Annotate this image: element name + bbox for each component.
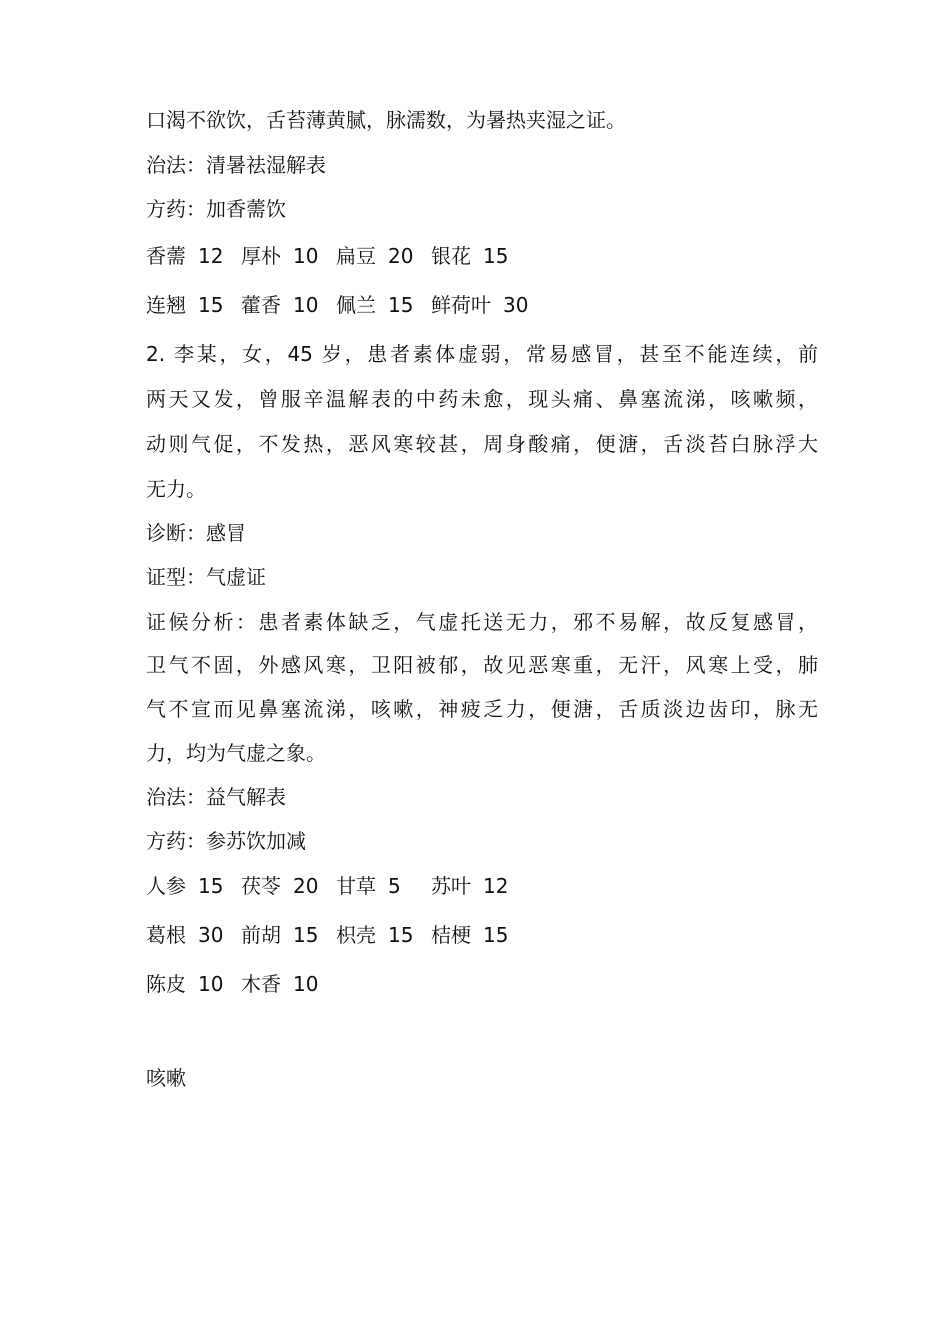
- herb-item: 连翘 15: [146, 293, 224, 317]
- case2-analysis-line: 力，均为气虚之象。: [146, 741, 326, 765]
- herb-item: 前胡 15: [241, 923, 319, 947]
- herb-item: 人参 15: [146, 874, 224, 898]
- case2-analysis-line: 气不宣而见鼻塞流涕，咳嗽，神疲乏力，便溏，舌质淡边齿印，脉无: [146, 697, 818, 721]
- case2-intro-line: 无力。: [146, 477, 206, 501]
- herb-item: 佩兰 15: [336, 293, 414, 317]
- case1-prescription: 方药：加香薷饮: [146, 197, 286, 221]
- case1-herb-row-2: [146, 291, 529, 319]
- herb-item: 枳壳 15: [336, 923, 414, 947]
- case2-herb-row-3: [146, 970, 336, 998]
- case2-analysis-line: 证候分析：患者素体缺乏，气虚托送无力，邪不易解，故反复感冒，: [146, 610, 818, 634]
- case1-herb-row-1: [146, 242, 526, 270]
- herb-item: 桔梗 15: [431, 923, 509, 947]
- herb-item: 扁豆 20: [336, 244, 414, 268]
- herb-item: 鲜荷叶 30: [431, 293, 529, 317]
- section-heading-cough: 咳嗽: [146, 1066, 186, 1090]
- case2-prescription: 方药：参苏饮加减: [146, 829, 306, 853]
- herb-item: 藿香 10: [241, 293, 319, 317]
- case1-summary: 口渴不欲饮，舌苔薄黄腻，脉濡数，为暑热夹湿之证。: [146, 108, 626, 132]
- case2-analysis-line: 卫气不固，外感风寒，卫阳被郁，故见恶寒重，无汗，风寒上受，肺: [146, 653, 818, 677]
- case2-herb-row-1: [146, 872, 526, 900]
- herb-item: 苏叶 12: [431, 874, 509, 898]
- case2-treatment: 治法：益气解表: [146, 785, 286, 809]
- case2-syndrome: 证型：气虚证: [146, 565, 266, 589]
- herb-item: 木香 10: [241, 972, 319, 996]
- case2-herb-row-2: [146, 921, 526, 949]
- herb-item: 甘草 5: [336, 874, 401, 898]
- case1-treatment: 治法：清暑祛湿解表: [146, 153, 326, 177]
- herb-item: 陈皮 10: [146, 972, 224, 996]
- herb-item: 茯苓 20: [241, 874, 319, 898]
- herb-item: 葛根 30: [146, 923, 224, 947]
- case2-diagnosis: 诊断：感冒: [146, 521, 246, 545]
- herb-item: 厚朴 10: [241, 244, 319, 268]
- case2-intro-line: 动则气促，不发热，恶风寒较甚，周身酸痛，便溏，舌淡苔白脉浮大: [146, 432, 818, 456]
- herb-item: 银花 15: [431, 244, 509, 268]
- case2-intro-line: 两天又发，曾服辛温解表的中药未愈，现头痛、鼻塞流涕，咳嗽频，: [146, 387, 818, 411]
- case2-intro-line: 2. 李某，女，45 岁，患者素体虚弱，常易感冒，甚至不能连续，前: [146, 342, 818, 366]
- herb-item: 香薷 12: [146, 244, 224, 268]
